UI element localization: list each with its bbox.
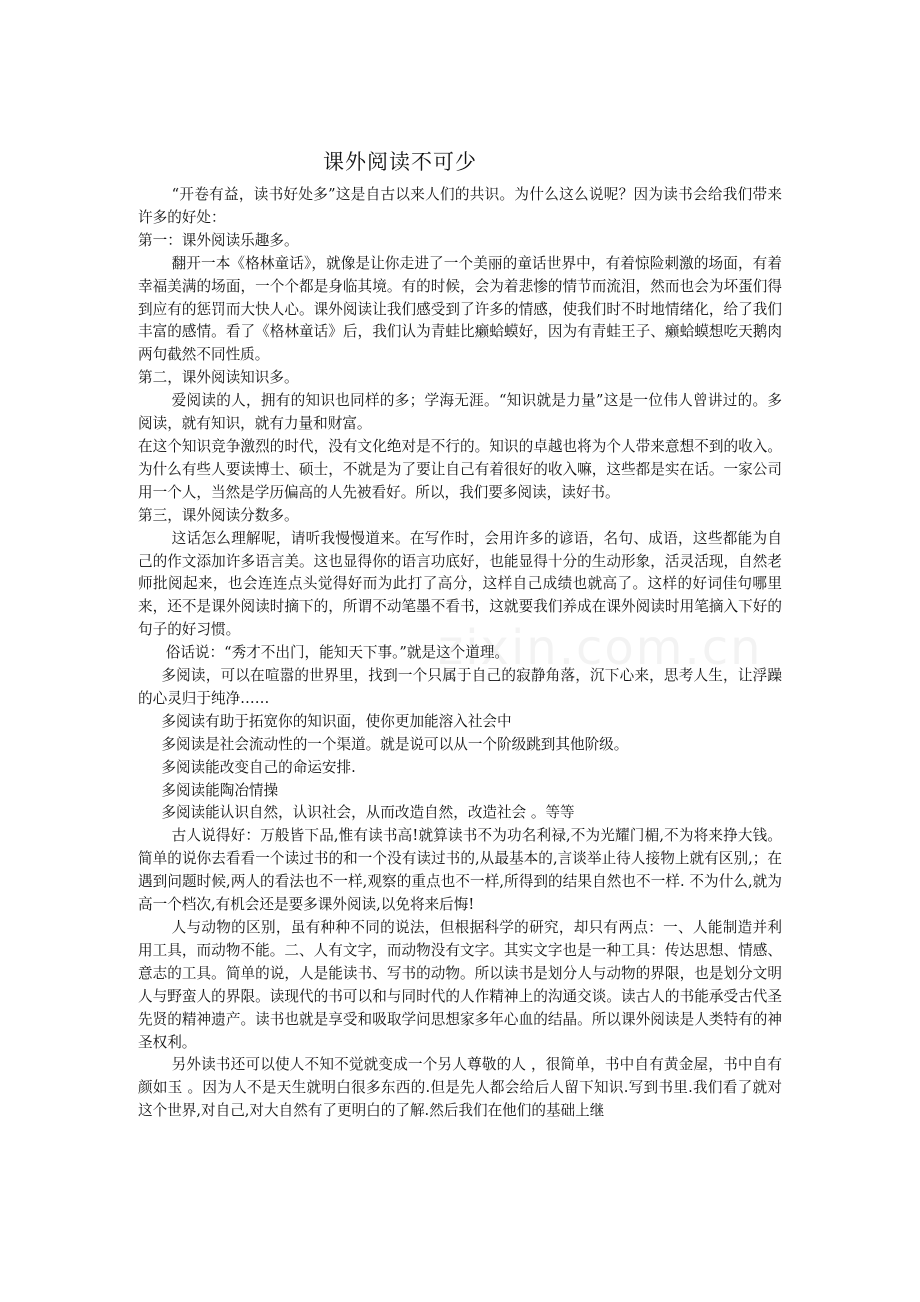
benefit-item: 多阅读能改变自己的命运安排. [161,758,356,776]
page-title: 课外阅读不可少 [323,150,477,174]
benefit-item: 多阅读能认识自然，认识社会，从而改造自然，改造社会 。等等 [161,804,575,822]
paragraph: 翻开一本《格林童话》，就像是让你走进了一个美丽的童话世界中，有着惊险刺激的场面，有着幸福美满的场面，一个个都是身临其境。有的时候，会为着悲惨的情节而流泪，然而也会为坏蛋们得到应有的惩罚而大快人心。课外阅读让我们感受到了许多的情感，使我们时不时地情绪化，给了我们丰富的感情。看了《格林童话》后，我们认为青蛙比癞蛤蟆好，因为有青蛙王子、癞蛤蟆想吃天鹅肉两句截然不同性质。 [138,254,782,364]
benefit-item: 多阅读是社会流动性的一个渠道。就是说可以从一个阶级跳到其他阶级。 [161,735,629,753]
benefit-item: 多阅读有助于拓宽你的知识面，使你更加能溶入社会中 [161,712,512,730]
proverb-line: 俗话说：“秀才不出门，能知天下事。”就是这个道理。 [165,644,510,662]
section-heading-3: 第三，课外阅读分数多。 [138,506,299,524]
paragraph: 人与动物的区别，虽有种种不同的说法，但根据科学的研究，却只有两点：一、人能制造并利用工具，而动物不能。二、人有文字，而动物没有文字。其实文字也是一种工具：传达思想、情感、意志的工具。简单的说，人是能读书、写书的动物。所以读书是划分人与动物的界限，也是划分文明人与野蛮人的界限。读现代的书可以和与同时代的人作精神上的沟通交谈。读古人的书能承受古代圣先贤的精神遗产。读书也就是享受和吸取学问思想家多年心血的结晶。所以课外阅读是人类特有的神圣权利。 [138,919,782,1051]
paragraph: 多阅读，可以在喧嚣的世界里，找到一个只属于自己的寂静角落，沉下心来，思考人生，让浮躁的心灵归于纯净…… [138,667,782,707]
intro-paragraph: “开卷有益，读书好处多”这是自古以来人们的共识。为什么这么说呢？因为读书会给我们带来许多的好处： [138,186,782,226]
article-body [138,184,782,1123]
section-heading-1: 第一：课外阅读乐趣多。 [138,231,299,249]
watermark: zixin.com.cn [438,620,763,676]
paragraph: 另外读书还可以使人不知不觉就变成一个另人尊敬的人 ，很简单，书中自有黄金屋，书中自有颜如玉 。因为人不是天生就明白很多东西的.但是先人都会给后人留下知识.写到书里.我们看了就对这个世界,对自己,对大自然有了更明白的了解.然后我们在他们的基础上继 [138,1056,782,1120]
paragraph: 这话怎么理解呢，请听我慢慢道来。在写作时，会用许多的谚语，名句、成语，这些都能为自己的作文添加许多语言美。这也显得你的语言功底好，也能显得十分的生动形象，活灵活现，自然老师批阅起来，也会连连点头觉得好而为此打了高分，这样自己成绩也就高了。这样的好词佳句哪里来，还不是课外阅读时摘下的，所谓不动笔墨不看书，这就要我们养成在课外阅读时用笔摘入下好的句子的好习惯。 [138,529,782,639]
section-heading-2: 第二，课外阅读知识多。 [138,369,299,387]
benefit-item: 多阅读能陶冶情操 [161,781,279,799]
paragraph: 在这个知识竞争激烈的时代，没有文化绝对是不行的。知识的卓越也将为个人带来意想不到的收入。为什么有些人要读博士、硕士，不就是为了要让自己有着很好的收入嘛，这些都是实在话。一家公司用一个人，当然是学历偏高的人先被看好。所以，我们要多阅读，读好书。 [138,437,782,501]
paragraph: 爱阅读的人，拥有的知识也同样的多；学海无涯。“知识就是力量”这是一位伟人曾讲过的。多阅读，就有知识，就有力量和财富。 [138,392,782,433]
paragraph: 古人说得好：万般皆下品,惟有读书高!就算读书不为功名利禄,不为光耀门楣,不为将来挣大钱。简单的说你去看看一个读过书的和一个没有读过书的,从最基本的,言谈举止待人接物上就有区别,；在遇到问题时候,两人的看法也不一样,观察的重点也不一样,所得到的结果自然也不一样. 不为什么,就为高一个档次,有机会还是要多课外阅读,以免将来后悔! [138,827,782,914]
